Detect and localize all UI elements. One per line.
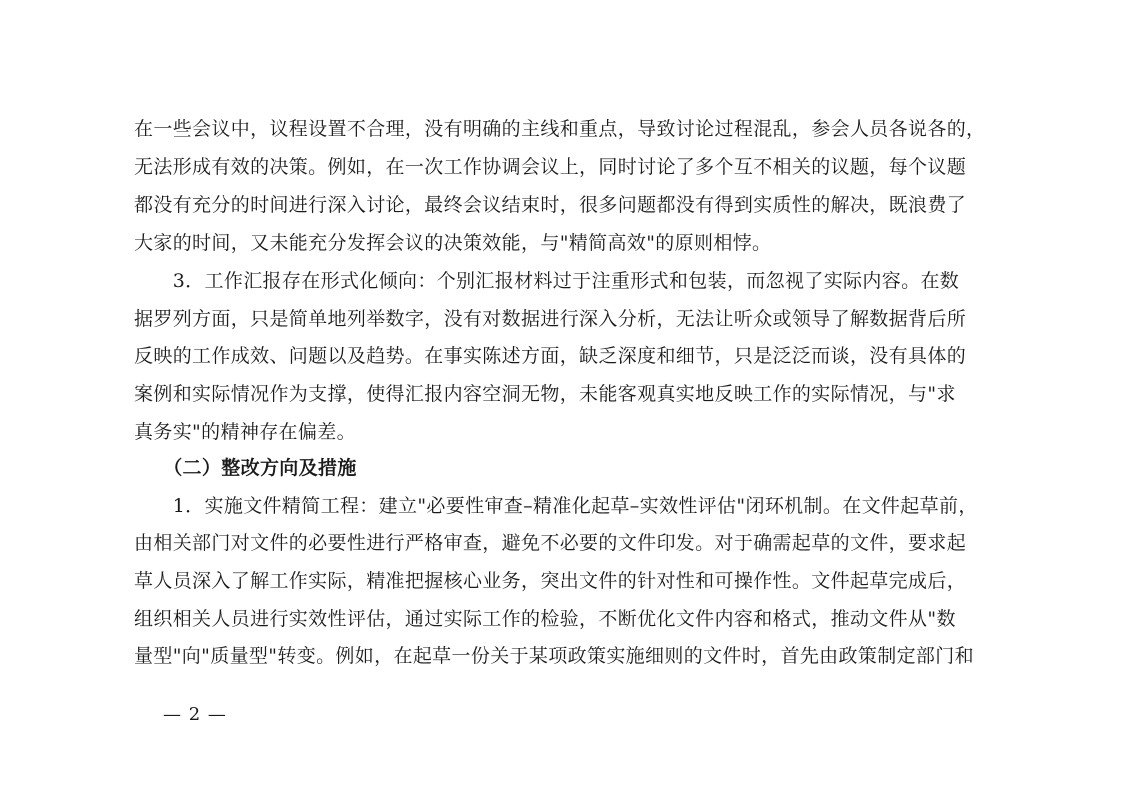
paragraph-line: 组织相关人员进行实效性评估，通过实际工作的检验，不断优化文件内容和格式，推动文件从"数: [134, 608, 956, 630]
paragraph-line: 由相关部门对文件的必要性进行严格审查，避免不必要的文件印发。对于确需起草的文件，要求起: [134, 532, 967, 554]
paragraph-line: 3．工作汇报存在形式化倾向：个别汇报材料过于注重形式和包装，而忽视了实际内容。在数: [134, 270, 960, 292]
paragraph-line: 真务实"的精神存在偏差。: [134, 421, 356, 443]
paragraph-line: 都没有充分的时间进行深入讨论，最终会议结束时，很多问题都没有得到实质性的解决，既浪费了: [134, 194, 967, 216]
paragraph-line: 无法形成有效的决策。例如，在一次工作协调会议上，同时讨论了多个互不相关的议题，每个议题: [134, 156, 967, 178]
paragraph-line: 据罗列方面，只是简单地列举数字，没有对数据进行深入分析，无法让听众或领导了解数据背后所: [134, 308, 967, 330]
paragraph-line: 大家的时间，又未能充分发挥会议的决策效能，与"精简高效"的原则相悖。: [134, 232, 772, 254]
paragraph-line: 案例和实际情况作为支撑，使得汇报内容空洞无物，未能客观真实地反映工作的实际情况，与"求: [134, 383, 956, 405]
paragraph-line: 量型"向"质量型"转变。例如，在起草一份关于某项政策实施细则的文件时，首先由政策制定部门和: [134, 645, 974, 667]
paragraph-line: 草人员深入了解工作实际，精准把握核心业务，突出文件的针对性和可操作性。文件起草完成后，: [134, 570, 967, 592]
paragraph-line: 1．实施文件精简工程：建立"必要性审查–精准化起草–实效性评估"闭环机制。在文件起草前，: [134, 495, 978, 517]
page-number: — 2 —: [163, 704, 227, 725]
section-heading: （二）整改方向及措施: [134, 457, 357, 479]
paragraph-line: 反映的工作成效、问题以及趋势。在事实陈述方面，缺乏深度和细节，只是泛泛而谈，没有具体的: [134, 345, 967, 367]
paragraph-line: 在一些会议中，议程设置不合理，没有明确的主线和重点，导致讨论过程混乱，参会人员各说各的，: [134, 118, 986, 140]
